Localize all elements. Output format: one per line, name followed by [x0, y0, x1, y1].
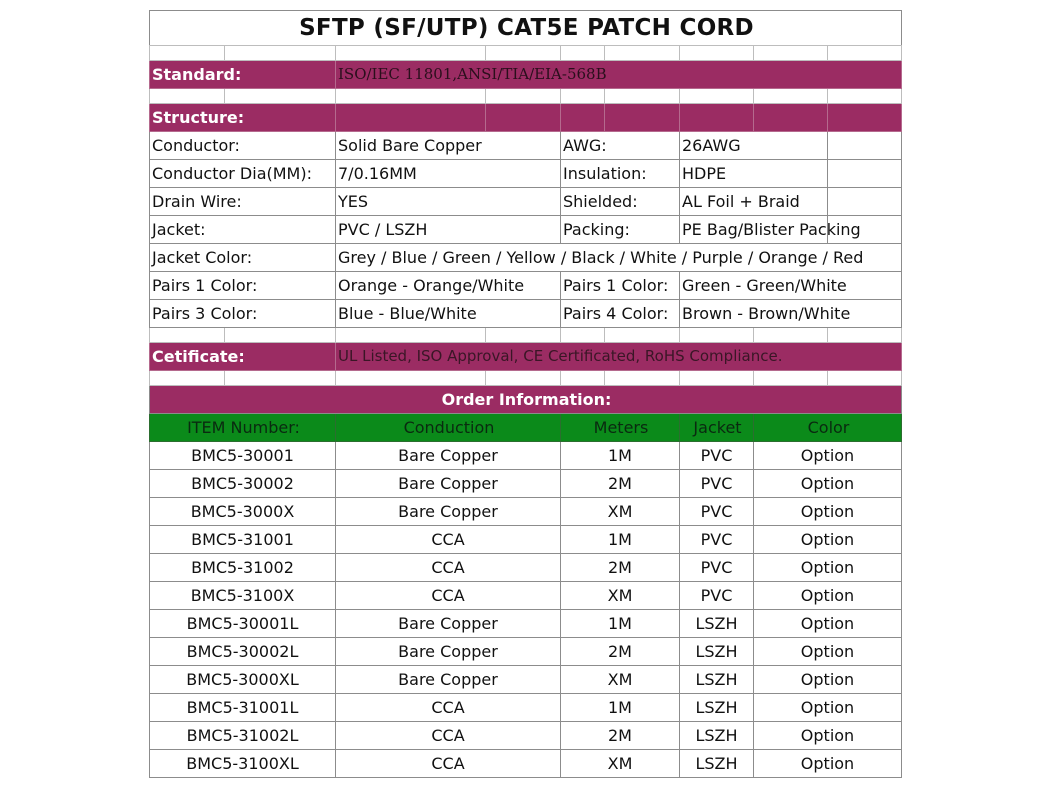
spec-label: Pairs 1 Color: — [150, 272, 336, 300]
spacer-cell — [605, 371, 680, 386]
table-cell: PVC — [680, 498, 754, 526]
table-cell: PVC — [680, 526, 754, 554]
spec-value: Grey / Blue / Green / Yellow / Black / White / Purple / Orange / Red — [336, 244, 902, 272]
spec-empty — [828, 160, 902, 188]
spec-empty — [828, 132, 902, 160]
spec-value: Orange - Orange/White — [336, 272, 561, 300]
spec-value: HDPE — [680, 160, 828, 188]
table-cell: Option — [754, 582, 902, 610]
table-row — [150, 666, 902, 694]
title-row — [150, 11, 902, 46]
certificate-row — [150, 343, 902, 371]
order-info-row — [150, 386, 902, 414]
spacer-cell — [486, 328, 561, 343]
table-cell: Option — [754, 722, 902, 750]
standard-value: ISO/IEC 11801,ANSI/TIA/EIA-568B — [336, 61, 902, 89]
spec-label: AWG: — [561, 132, 680, 160]
spec-table — [149, 10, 902, 778]
table-cell: 2M — [561, 638, 680, 666]
order-info-title: Order Information: — [150, 386, 902, 414]
table-cell: BMC5-31001L — [150, 694, 336, 722]
table-cell: Bare Copper — [336, 470, 561, 498]
structure-label: Structure: — [150, 104, 336, 132]
table-row — [150, 582, 902, 610]
structure-spec-row — [150, 132, 902, 160]
table-cell: Option — [754, 750, 902, 778]
table-cell: XM — [561, 498, 680, 526]
table-cell: Option — [754, 470, 902, 498]
table-cell: 1M — [561, 526, 680, 554]
spec-label: Pairs 4 Color: — [561, 300, 680, 328]
table-cell: Option — [754, 442, 902, 470]
spec-value: PVC / LSZH — [336, 216, 561, 244]
table-cell: 2M — [561, 470, 680, 498]
page-title: SFTP (SF/UTP) CAT5E PATCH CORD — [150, 11, 902, 46]
table-cell: LSZH — [680, 610, 754, 638]
spec-label: Conductor: — [150, 132, 336, 160]
table-cell: BMC5-30001 — [150, 442, 336, 470]
table-cell: Option — [754, 498, 902, 526]
table-row — [150, 610, 902, 638]
table-cell: Option — [754, 638, 902, 666]
spec-empty — [828, 188, 902, 216]
spacer-cell — [828, 371, 902, 386]
table-row — [150, 694, 902, 722]
spec-value: Blue - Blue/White — [336, 300, 561, 328]
table-cell: 2M — [561, 554, 680, 582]
spacer-cell — [336, 371, 486, 386]
table-cell: Bare Copper — [336, 666, 561, 694]
spacer-cell — [561, 371, 605, 386]
pair-color-row — [150, 300, 902, 328]
table-cell: Option — [754, 554, 902, 582]
column-header: Meters — [561, 414, 680, 442]
table-cell: BMC5-31002 — [150, 554, 336, 582]
spacer-cell — [150, 371, 225, 386]
table-cell: Option — [754, 666, 902, 694]
spec-value: Solid Bare Copper — [336, 132, 561, 160]
table-cell: Option — [754, 526, 902, 554]
table-row — [150, 442, 902, 470]
table-cell: PVC — [680, 554, 754, 582]
table-row — [150, 750, 902, 778]
table-cell: Bare Copper — [336, 610, 561, 638]
spacer-cell — [225, 371, 336, 386]
spec-sheet — [149, 10, 901, 778]
table-cell: BMC5-30002L — [150, 638, 336, 666]
table-cell: XM — [561, 582, 680, 610]
spec-label: Shielded: — [561, 188, 680, 216]
spacer-cell — [754, 371, 828, 386]
table-cell: 1M — [561, 442, 680, 470]
spacer-cell — [561, 328, 605, 343]
table-cell: 2M — [561, 722, 680, 750]
column-header: Color — [754, 414, 902, 442]
column-header: ITEM Number: — [150, 414, 336, 442]
structure-spec-row — [150, 160, 902, 188]
table-row — [150, 554, 902, 582]
structure-row — [150, 104, 902, 132]
spec-value: PE Bag/Blister Packing — [680, 216, 828, 244]
table-cell: BMC5-31001 — [150, 526, 336, 554]
spacer-cell — [150, 328, 225, 343]
spec-value: 26AWG — [680, 132, 828, 160]
spacer-cell — [754, 328, 828, 343]
structure-spec-row — [150, 188, 902, 216]
pair-color-row — [150, 272, 902, 300]
table-row — [150, 526, 902, 554]
standard-label: Standard: — [150, 61, 336, 89]
table-cell: PVC — [680, 582, 754, 610]
table-cell: LSZH — [680, 694, 754, 722]
spec-value: Green - Green/White — [680, 272, 902, 300]
spacer-cell — [486, 371, 561, 386]
spacer-cell — [225, 328, 336, 343]
spacer-cell — [680, 371, 754, 386]
spec-label: Jacket Color: — [150, 244, 336, 272]
table-cell: CCA — [336, 554, 561, 582]
table-cell: LSZH — [680, 750, 754, 778]
spec-label: Pairs 1 Color: — [561, 272, 680, 300]
spacer-cell — [336, 328, 486, 343]
table-cell: 1M — [561, 694, 680, 722]
table-cell: Bare Copper — [336, 638, 561, 666]
table-cell: CCA — [336, 526, 561, 554]
spacer-cell — [680, 328, 754, 343]
table-cell: BMC5-3100X — [150, 582, 336, 610]
table-cell: BMC5-3000XL — [150, 666, 336, 694]
spec-value: 7/0.16MM — [336, 160, 561, 188]
table-cell: CCA — [336, 722, 561, 750]
column-header: Jacket — [680, 414, 754, 442]
table-cell: LSZH — [680, 722, 754, 750]
table-cell: BMC5-3100XL — [150, 750, 336, 778]
table-cell: PVC — [680, 470, 754, 498]
spacer-row — [150, 371, 902, 386]
table-cell: LSZH — [680, 638, 754, 666]
table-cell: LSZH — [680, 666, 754, 694]
spec-label: Insulation: — [561, 160, 680, 188]
table-cell: Bare Copper — [336, 498, 561, 526]
spacer-cell — [828, 328, 902, 343]
table-cell: XM — [561, 750, 680, 778]
table-row — [150, 722, 902, 750]
table-cell: BMC5-30002 — [150, 470, 336, 498]
table-cell: CCA — [336, 694, 561, 722]
table-cell: 1M — [561, 610, 680, 638]
spec-value: YES — [336, 188, 561, 216]
jacket-color-row — [150, 244, 902, 272]
table-cell: Option — [754, 610, 902, 638]
order-header-row — [150, 414, 902, 442]
table-row — [150, 638, 902, 666]
table-cell: CCA — [336, 750, 561, 778]
table-cell: Option — [754, 694, 902, 722]
standard-row — [150, 61, 902, 89]
spec-label: Drain Wire: — [150, 188, 336, 216]
certificate-value: UL Listed, ISO Approval, CE Certificated, RoHS Compliance. — [336, 343, 902, 371]
table-row — [150, 498, 902, 526]
table-cell: CCA — [336, 582, 561, 610]
table-cell: BMC5-31002L — [150, 722, 336, 750]
table-cell: BMC5-30001L — [150, 610, 336, 638]
spec-label: Conductor Dia(MM): — [150, 160, 336, 188]
spacer-row — [150, 46, 902, 61]
table-cell: PVC — [680, 442, 754, 470]
spec-label: Pairs 3 Color: — [150, 300, 336, 328]
column-header: Conduction — [336, 414, 561, 442]
spec-value: Brown - Brown/White — [680, 300, 902, 328]
structure-spec-row — [150, 216, 902, 244]
table-cell: Bare Copper — [336, 442, 561, 470]
table-row — [150, 470, 902, 498]
table-cell: BMC5-3000X — [150, 498, 336, 526]
spec-value: AL Foil + Braid — [680, 188, 828, 216]
certificate-label: Cetificate: — [150, 343, 336, 371]
table-cell: XM — [561, 666, 680, 694]
spacer-row — [150, 89, 902, 104]
spec-label: Packing: — [561, 216, 680, 244]
spec-label: Jacket: — [150, 216, 336, 244]
spacer-cell — [605, 328, 680, 343]
spacer-row — [150, 328, 902, 343]
